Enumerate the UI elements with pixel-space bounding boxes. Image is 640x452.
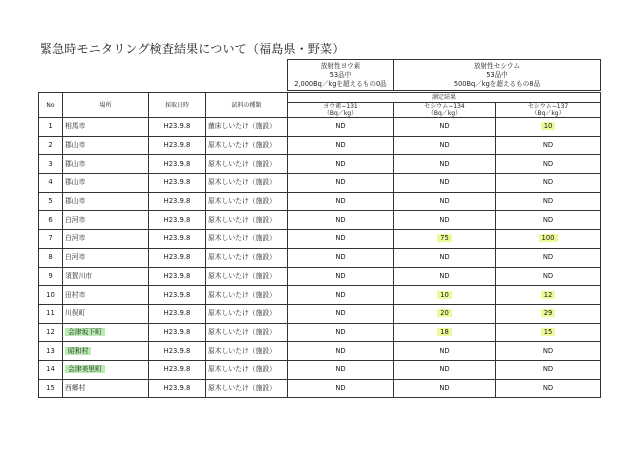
row-sample: 原木しいたけ（施設） (208, 234, 276, 243)
row-i131: ND (335, 122, 346, 131)
row-i131: ND (335, 346, 346, 355)
row-no-cell (39, 323, 63, 342)
row-date-cell (149, 304, 206, 323)
row-cs137-cell (496, 360, 601, 379)
row-place-cell (63, 248, 149, 267)
row-i131-cell (288, 304, 394, 323)
header-i131 (288, 103, 394, 118)
row-i131: ND (335, 365, 346, 374)
table-row (39, 267, 601, 286)
row-place: 郡山市 (65, 141, 86, 150)
row-cs137: ND (542, 271, 554, 280)
row-date-cell (149, 379, 206, 398)
row-date: H23.9.8 (163, 253, 191, 262)
row-cs134-cell (394, 267, 496, 286)
iodine-summary (288, 60, 394, 91)
row-sample-cell (206, 360, 288, 379)
row-i131-cell (288, 248, 394, 267)
row-no-cell (39, 286, 63, 305)
row-sample-cell (206, 192, 288, 211)
table-row (39, 192, 601, 211)
row-date: H23.9.8 (163, 122, 191, 131)
row-cs134-cell (394, 230, 496, 249)
row-i131-cell (288, 360, 394, 379)
table-row (39, 286, 601, 305)
row-cs134-cell (394, 136, 496, 155)
row-no: 15 (46, 383, 55, 392)
row-i131: ND (335, 234, 346, 243)
row-sample-cell (206, 342, 288, 361)
row-sample: 原木しいたけ（施設） (208, 215, 276, 224)
row-no: 2 (48, 141, 53, 150)
row-cs134: ND (439, 197, 450, 206)
row-date-cell (149, 192, 206, 211)
row-no: 6 (48, 215, 53, 224)
row-sample: 原木しいたけ（施設） (208, 141, 276, 150)
row-date: H23.9.8 (163, 271, 191, 280)
row-cs134-cell (394, 118, 496, 137)
cesium-summary (394, 60, 601, 91)
row-sample: 原木しいたけ（施設） (208, 383, 276, 392)
row-date-cell (149, 267, 206, 286)
row-no-cell (39, 230, 63, 249)
row-no: 12 (46, 327, 55, 336)
row-no: 1 (48, 122, 53, 131)
row-place: 相馬市 (65, 122, 86, 131)
row-date: H23.9.8 (163, 365, 191, 374)
row-i131: ND (335, 290, 346, 299)
row-place: 郡山市 (65, 178, 86, 187)
row-cs137: 29 (541, 309, 556, 317)
header-cs137-name: セシウム−137 (527, 103, 569, 110)
row-no: 7 (48, 234, 53, 243)
row-sample: 原木しいたけ（施設） (208, 178, 276, 187)
row-i131: ND (335, 197, 346, 206)
row-sample-cell (206, 379, 288, 398)
row-sample-cell (206, 174, 288, 193)
row-sample: 原木しいたけ（施設） (208, 327, 276, 336)
table-row (39, 136, 601, 155)
row-cs137-cell (496, 136, 601, 155)
row-i131: ND (335, 383, 346, 392)
row-sample-cell (206, 211, 288, 230)
row-cs137-cell (496, 248, 601, 267)
row-no: 10 (46, 290, 55, 299)
row-place: 郡山市 (65, 197, 86, 206)
header-cs134 (394, 103, 496, 118)
cesium-summary-count: 53品中 (486, 70, 508, 79)
header-cs137-unit: （Bq／kg） (531, 110, 565, 117)
row-no: 8 (48, 253, 53, 262)
row-cs134: 18 (437, 328, 452, 336)
row-cs134-cell (394, 342, 496, 361)
row-sample-cell (206, 286, 288, 305)
row-date: H23.9.8 (163, 327, 191, 336)
row-date: H23.9.8 (163, 383, 191, 392)
row-i131: ND (335, 309, 346, 318)
summary-table (287, 59, 601, 91)
row-cs137-cell (496, 286, 601, 305)
row-i131-cell (288, 379, 394, 398)
header-measurement: 測定結果 (288, 93, 601, 103)
row-date-cell (149, 286, 206, 305)
header-cs134-name: セシウム−134 (424, 103, 465, 110)
row-i131-cell (288, 286, 394, 305)
row-cs134: ND (439, 215, 450, 224)
row-cs137-cell (496, 192, 601, 211)
row-date: H23.9.8 (163, 309, 191, 318)
row-no-cell (39, 304, 63, 323)
row-cs134-cell (394, 248, 496, 267)
table-row (39, 379, 601, 398)
table-row (39, 230, 601, 249)
header-sample: 試料の種類 (206, 93, 288, 118)
row-cs134: ND (439, 271, 450, 280)
row-place: 白河市 (65, 215, 86, 224)
row-i131-cell (288, 155, 394, 174)
row-cs137-cell (496, 211, 601, 230)
row-place: 西郷村 (65, 383, 86, 392)
row-no: 14 (46, 365, 55, 374)
row-i131-cell (288, 136, 394, 155)
row-sample-cell (206, 230, 288, 249)
row-sample: 原木しいたけ（施設） (208, 253, 276, 262)
row-place: 田村市 (65, 290, 86, 299)
row-sample: 原木しいたけ（施設） (208, 197, 276, 206)
row-date: H23.9.8 (163, 290, 191, 299)
row-no-cell (39, 155, 63, 174)
row-cs137: ND (542, 346, 554, 355)
row-place-cell (63, 174, 149, 193)
table-row (39, 360, 601, 379)
row-no: 11 (46, 309, 55, 318)
row-sample-cell (206, 323, 288, 342)
row-place-cell (63, 136, 149, 155)
header-cs134-unit: （Bq／kg） (427, 110, 462, 117)
row-date-cell (149, 342, 206, 361)
row-cs137: 10 (541, 122, 556, 130)
row-i131-cell (288, 192, 394, 211)
row-i131-cell (288, 118, 394, 137)
row-place-cell (63, 155, 149, 174)
results-body (39, 118, 601, 398)
row-no: 3 (48, 159, 53, 168)
row-place-cell (63, 342, 149, 361)
row-no-cell (39, 360, 63, 379)
row-cs137: ND (542, 365, 554, 374)
iodine-summary-label: 放射性ヨウ素 (320, 61, 361, 70)
row-no: 4 (48, 178, 53, 187)
row-cs134: 20 (437, 309, 452, 317)
row-place: 会津坂下町 (65, 328, 105, 336)
row-i131: ND (335, 159, 346, 168)
row-cs134: 75 (437, 234, 452, 242)
row-sample-cell (206, 248, 288, 267)
row-no-cell (39, 267, 63, 286)
row-sample-cell (206, 267, 288, 286)
row-cs134: ND (439, 159, 450, 168)
row-date-cell (149, 230, 206, 249)
row-cs137: 100 (539, 234, 558, 242)
header-place: 場所 (63, 93, 149, 118)
row-cs134-cell (394, 379, 496, 398)
table-row (39, 323, 601, 342)
row-i131: ND (335, 271, 346, 280)
row-cs134: ND (439, 253, 450, 262)
row-place-cell (63, 304, 149, 323)
row-cs134-cell (394, 323, 496, 342)
row-cs134: ND (439, 141, 450, 150)
row-cs137-cell (496, 304, 601, 323)
row-sample: 原木しいたけ（施設） (208, 309, 276, 318)
iodine-summary-count: 53品中 (329, 70, 352, 79)
row-sample-cell (206, 304, 288, 323)
row-cs134: ND (439, 383, 450, 392)
row-cs137-cell (496, 379, 601, 398)
row-cs137: ND (542, 383, 554, 392)
cesium-summary-label: 放射性セシウム (473, 61, 521, 70)
row-cs137-cell (496, 230, 601, 249)
header-date: 採取日時 (149, 93, 206, 118)
row-i131: ND (335, 215, 346, 224)
row-place: 郡山市 (65, 159, 86, 168)
row-no-cell (39, 118, 63, 137)
page-title: 緊急時モニタリング検査結果について（福島県・野菜） (40, 42, 345, 56)
row-cs134-cell (394, 286, 496, 305)
row-cs137-cell (496, 155, 601, 174)
row-date: H23.9.8 (163, 141, 191, 150)
row-place: 昭和村 (65, 347, 91, 355)
row-cs134-cell (394, 211, 496, 230)
row-date: H23.9.8 (163, 197, 191, 206)
row-date-cell (149, 136, 206, 155)
row-date-cell (149, 155, 206, 174)
row-cs137: ND (542, 253, 554, 262)
row-place-cell (63, 267, 149, 286)
row-cs137: 12 (541, 291, 556, 299)
iodine-summary-exceed: 2,000Bq／kgを超えるもの0品 (294, 79, 387, 88)
row-place: 白河市 (65, 253, 86, 262)
table-row (39, 304, 601, 323)
row-place: 白河市 (65, 234, 86, 243)
row-cs137-cell (496, 323, 601, 342)
row-no-cell (39, 174, 63, 193)
row-date: H23.9.8 (163, 346, 191, 355)
row-sample-cell (206, 136, 288, 155)
row-date-cell (149, 248, 206, 267)
row-date: H23.9.8 (163, 234, 191, 243)
row-place-cell (63, 192, 149, 211)
row-sample: 原木しいたけ（施設） (208, 271, 276, 280)
row-cs137: ND (542, 159, 554, 168)
row-sample-cell (206, 118, 288, 137)
row-place-cell (63, 230, 149, 249)
row-cs134: ND (439, 346, 450, 355)
row-cs134: ND (439, 178, 450, 187)
row-cs134-cell (394, 155, 496, 174)
table-row (39, 174, 601, 193)
row-place-cell (63, 211, 149, 230)
row-cs137-cell (496, 342, 601, 361)
row-i131-cell (288, 211, 394, 230)
row-i131: ND (335, 253, 346, 262)
row-date-cell (149, 118, 206, 137)
table-row (39, 248, 601, 267)
table-row (39, 118, 601, 137)
row-date: H23.9.8 (163, 159, 191, 168)
row-i131: ND (335, 178, 346, 187)
row-place-cell (63, 379, 149, 398)
row-cs134-cell (394, 192, 496, 211)
row-cs137-cell (496, 118, 601, 137)
row-no-cell (39, 379, 63, 398)
row-sample: 原木しいたけ（施設） (208, 290, 276, 299)
cesium-summary-exceed: 500Bq／kgを超えるもの8品 (453, 79, 541, 88)
row-cs137-cell (496, 267, 601, 286)
row-no-cell (39, 192, 63, 211)
row-place-cell (63, 360, 149, 379)
row-place: 須賀川市 (65, 271, 93, 280)
row-cs137: ND (542, 178, 554, 187)
table-row (39, 342, 601, 361)
row-cs134: 10 (437, 291, 452, 299)
row-place-cell (63, 323, 149, 342)
row-no-cell (39, 211, 63, 230)
row-cs137: ND (542, 197, 554, 206)
row-place-cell (63, 118, 149, 137)
row-cs134: ND (439, 365, 450, 374)
row-place: 川俣町 (65, 309, 86, 318)
row-sample: 原木しいたけ（施設） (208, 159, 276, 168)
row-cs137-cell (496, 174, 601, 193)
row-no: 5 (48, 197, 53, 206)
row-sample: 菌床しいたけ（施設） (208, 122, 276, 131)
row-i131-cell (288, 267, 394, 286)
header-i131-name: ヨウ素−131 (323, 103, 358, 110)
row-date-cell (149, 360, 206, 379)
row-i131: ND (335, 327, 346, 336)
row-no: 9 (48, 271, 53, 280)
row-place: 会津美里町 (65, 365, 105, 373)
row-no: 13 (46, 346, 55, 355)
row-no-cell (39, 248, 63, 267)
row-cs134-cell (394, 360, 496, 379)
table-row (39, 155, 601, 174)
header-i131-unit: （Bq／kg） (323, 110, 358, 117)
row-no-cell (39, 136, 63, 155)
row-place-cell (63, 286, 149, 305)
row-i131-cell (288, 230, 394, 249)
header-no: No (39, 93, 63, 118)
row-sample-cell (206, 155, 288, 174)
row-sample: 原木しいたけ（施設） (208, 365, 276, 374)
row-no-cell (39, 342, 63, 361)
row-cs134-cell (394, 174, 496, 193)
row-date: H23.9.8 (163, 178, 191, 187)
row-sample: 原木しいたけ（施設） (208, 346, 276, 355)
row-cs137: ND (542, 215, 554, 224)
row-i131: ND (335, 141, 346, 150)
row-cs134-cell (394, 304, 496, 323)
row-i131-cell (288, 174, 394, 193)
results-table (38, 92, 601, 398)
row-cs134: ND (439, 122, 450, 131)
header-cs137 (496, 103, 601, 118)
row-i131-cell (288, 323, 394, 342)
row-cs137: 15 (541, 328, 556, 336)
row-date-cell (149, 211, 206, 230)
row-date-cell (149, 174, 206, 193)
row-cs137: ND (542, 141, 554, 150)
table-row (39, 211, 601, 230)
row-date-cell (149, 323, 206, 342)
row-date: H23.9.8 (163, 215, 191, 224)
row-i131-cell (288, 342, 394, 361)
